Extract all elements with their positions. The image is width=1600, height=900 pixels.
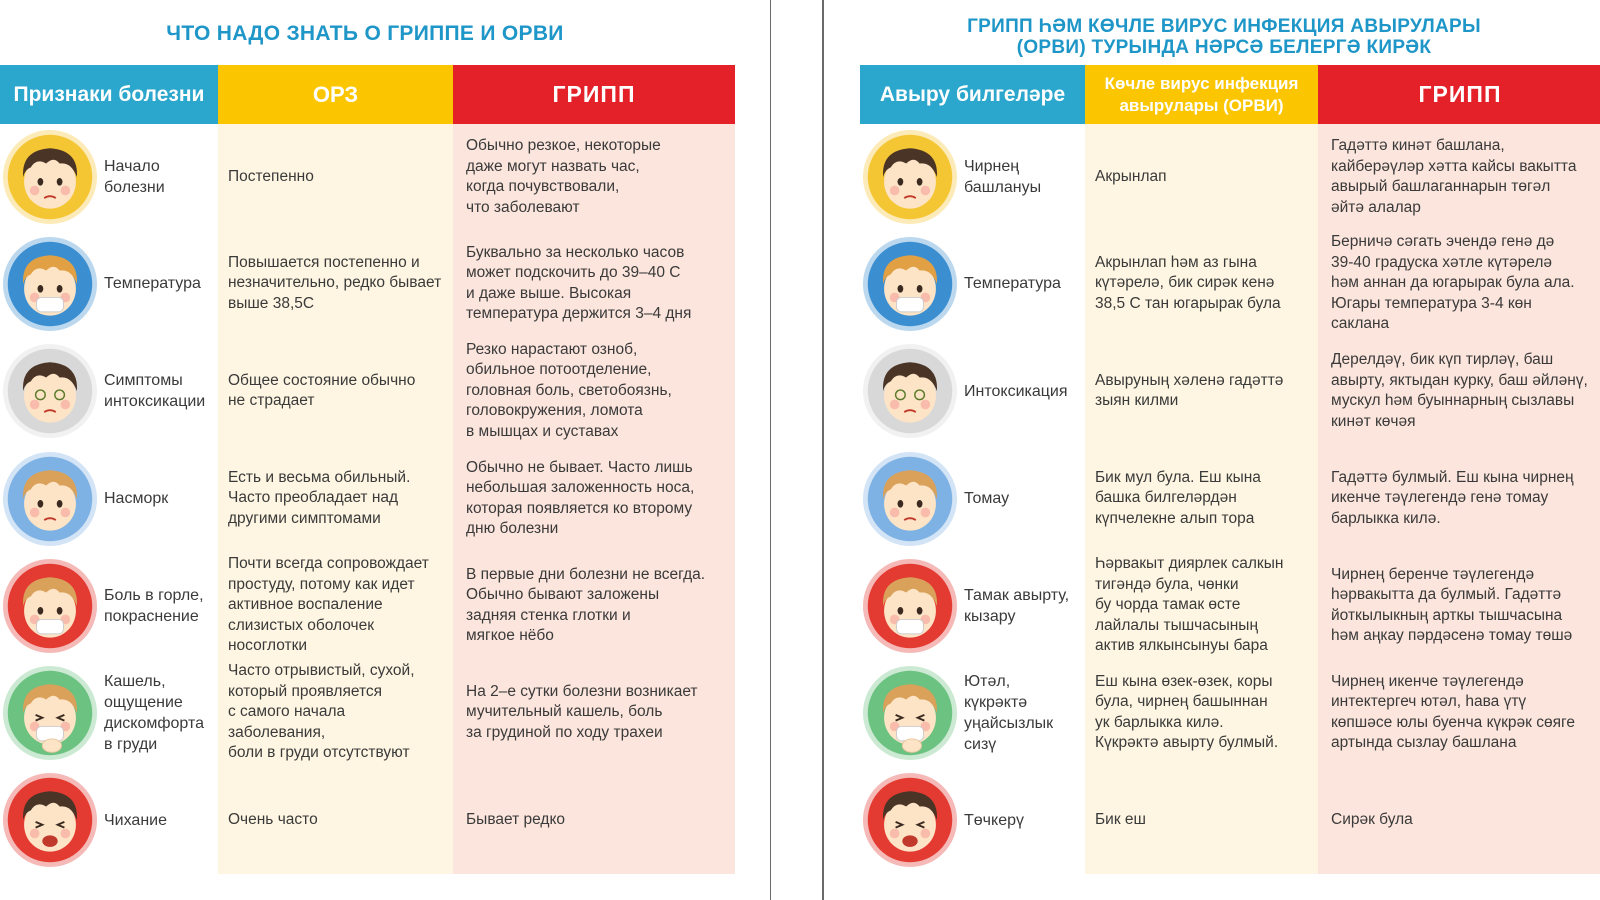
header-symptoms: Авыру билгеләре xyxy=(860,65,1085,124)
orz-cell-text xyxy=(1095,672,1310,754)
text-line: Төчкерү xyxy=(964,811,1024,829)
text-line: На 2–е сутки болезни возникает xyxy=(466,682,698,700)
table-row xyxy=(860,552,1600,659)
orz-cell-text xyxy=(1095,810,1310,831)
child-face-icon xyxy=(2,665,98,761)
symptom-label xyxy=(964,381,1068,402)
symptom-cell xyxy=(0,337,218,445)
text-line: мучительный кашель, боль xyxy=(466,703,663,721)
text-line: тигәндә була, чөнки xyxy=(1095,575,1239,593)
child-face-icon xyxy=(2,772,98,868)
text-line: мягкое нёбо xyxy=(466,627,554,644)
symptom-label xyxy=(104,370,205,412)
text-line: зыян килми xyxy=(1095,392,1179,409)
text-line: Бик мул була. Еш кына xyxy=(1095,468,1261,486)
text-line: Гадәттә булмый. Еш кына чирнең xyxy=(1331,468,1574,486)
symptom-cell xyxy=(860,337,1085,445)
flu-cell xyxy=(1318,766,1600,874)
symptom-cell xyxy=(860,230,1085,337)
orz-cell xyxy=(1085,552,1318,659)
orz-cell-text xyxy=(228,661,445,764)
orz-cell xyxy=(218,552,453,659)
child-face-icon xyxy=(862,343,958,439)
text-line: слизистых оболочек xyxy=(228,616,375,634)
text-line: уңайсызлык xyxy=(964,714,1054,732)
text-line: Насморк xyxy=(104,490,169,507)
symptom-cell xyxy=(860,124,1085,230)
flu-cell xyxy=(453,659,735,766)
text-line: другими симптомами xyxy=(228,509,381,527)
symptom-label xyxy=(104,585,204,627)
flu-cell-text xyxy=(1331,565,1594,647)
panel-title-text: ЧТО НАДО ЗНАТЬ О ГРИППЕ И ОРВИ xyxy=(166,22,564,45)
text-line: интоксикации xyxy=(104,393,206,410)
table-body xyxy=(860,124,1600,874)
symptom-label xyxy=(964,488,1009,509)
symptom xyxy=(862,665,1083,761)
flu-cell-text xyxy=(1331,232,1594,335)
symptom xyxy=(862,129,1083,225)
text-line: Обычно бывают заложены xyxy=(466,586,660,603)
flu-cell-text xyxy=(466,458,727,540)
text-line: күпчелекне алып тора xyxy=(1095,509,1255,527)
table-row xyxy=(860,337,1600,445)
text-line: интектергеч ютәл, һава үтү xyxy=(1331,693,1527,710)
orz-cell xyxy=(218,659,453,766)
text-line: болезни xyxy=(104,179,165,196)
comparison-table xyxy=(860,65,1600,874)
text-line: Тамак авырту, xyxy=(964,586,1070,604)
orz-cell-text xyxy=(228,810,445,831)
orz-cell xyxy=(218,124,453,230)
orz-cell xyxy=(218,766,453,874)
comparison-table xyxy=(0,65,735,874)
text-line: Симптомы xyxy=(104,372,183,389)
table-row xyxy=(0,337,735,445)
child-face-icon xyxy=(2,558,98,654)
text-line: авырый башлаганнарын төгәл xyxy=(1331,178,1551,195)
text-line: бу чорда тамак өсте xyxy=(1095,596,1241,614)
header-orz: ОРЗ xyxy=(218,65,453,124)
symptom-label xyxy=(964,585,1069,627)
text-line: Сирәк була xyxy=(1331,810,1413,828)
text-line: Бик еш xyxy=(1095,810,1146,828)
text-line: дню болезни xyxy=(466,520,559,537)
text-line: даже могут назвать час, xyxy=(466,157,640,175)
symptom-cell xyxy=(0,124,218,230)
orz-cell xyxy=(1085,337,1318,445)
text-line: башка билгеләрдән xyxy=(1095,489,1237,507)
orz-cell-text xyxy=(1095,554,1310,657)
text-line: Дерелдәү, бик күп тирләү, баш xyxy=(1331,351,1554,368)
child-face-icon xyxy=(862,665,958,761)
text-line: которая появляется ко второму xyxy=(466,499,693,517)
text-line: может подскочить до 39–40 С xyxy=(466,264,681,281)
symptom-label xyxy=(104,488,168,509)
symptom-label xyxy=(104,156,165,198)
symptom-label xyxy=(964,810,1024,831)
text-line: который проявляется xyxy=(228,682,383,700)
header-line: Көчле вирус инфекция xyxy=(1104,73,1299,93)
table-row xyxy=(860,445,1600,552)
symptom xyxy=(862,236,1083,332)
flu-cell xyxy=(1318,124,1600,230)
table-row xyxy=(860,659,1600,766)
symptom xyxy=(2,558,216,654)
text-line: Чирнең xyxy=(964,158,1020,175)
text-line: күкрәктә xyxy=(964,693,1028,711)
text-line: авырту, яктыдан курку, баш әйләнү, xyxy=(1331,371,1588,389)
text-line: мускул һәм буыннарның сызлавы xyxy=(1331,392,1575,409)
text-line: Температура xyxy=(104,275,201,292)
flu-cell-text xyxy=(466,565,727,647)
text-line: головная боль, светобоязнь, xyxy=(466,381,672,399)
text-line: Общее состояние обычно xyxy=(228,371,416,389)
flu-cell xyxy=(1318,445,1600,552)
panel-title xyxy=(0,22,730,46)
orz-cell-text xyxy=(228,468,445,530)
text-line: Чихание xyxy=(104,811,167,829)
text-line: Кашель, xyxy=(104,672,166,690)
symptom xyxy=(2,129,216,225)
symptom-label xyxy=(964,156,1041,198)
text-line: Авыруның хәленә гадәттә xyxy=(1095,371,1284,389)
text-line: һәм аңкау пәрдәсенә томау төшә xyxy=(1331,627,1573,644)
text-line: Еш кына өзек-өзек, коры xyxy=(1095,672,1273,690)
flu-cell-text xyxy=(1331,350,1594,432)
symptom-label xyxy=(104,671,204,755)
text-line: актив ялкынсынуы бара xyxy=(1095,637,1268,655)
symptom-label xyxy=(104,810,167,831)
orz-cell xyxy=(218,230,453,337)
flu-cell xyxy=(453,124,735,230)
text-line: ук барлыкка килә. xyxy=(1095,713,1224,731)
flu-cell-text xyxy=(466,810,727,831)
text-line: Күкрәктә авырту булмый. xyxy=(1095,734,1279,751)
text-line: за грудиной по ходу трахеи xyxy=(466,723,663,741)
text-line: боли в груди отсутствуют xyxy=(228,744,410,762)
orz-cell-text xyxy=(228,554,445,657)
text-line: температура держится 3–4 дня xyxy=(466,305,692,322)
child-face-icon xyxy=(2,343,98,439)
symptom-cell xyxy=(860,445,1085,552)
symptom-cell xyxy=(0,659,218,766)
text-line: Берничә сәгать эчендә генә дә xyxy=(1331,233,1555,251)
flu-cell-text xyxy=(1331,810,1594,831)
text-line: ощущение xyxy=(104,693,183,711)
table-row xyxy=(0,124,735,230)
text-line: Чирнең икенче тәүлегендә xyxy=(1331,672,1524,690)
panel-tatar xyxy=(822,0,1600,900)
text-line: кайберәүләр хәтта кайсы вакытта xyxy=(1331,157,1577,175)
panel-gap xyxy=(771,0,821,900)
symptom xyxy=(2,343,216,439)
child-face-icon xyxy=(2,451,98,547)
text-line: незначительно, редко бывает xyxy=(228,274,442,292)
text-line: Постепенно xyxy=(228,167,314,185)
flu-cell xyxy=(453,230,735,337)
text-line: сизү xyxy=(964,735,997,753)
text-line: Почти всегда сопровождает xyxy=(228,555,429,573)
symptom xyxy=(2,451,216,547)
text-line: кинәт көчәя xyxy=(1331,412,1416,430)
text-line: головокружения, ломота xyxy=(466,402,643,420)
text-line: в мышцах и суставах xyxy=(466,422,619,440)
table-row xyxy=(0,230,735,337)
text-line: и даже выше. Высокая xyxy=(466,284,632,302)
header-flu: ГРИПП xyxy=(1318,65,1600,124)
header-orz xyxy=(1085,65,1318,124)
orz-cell-text xyxy=(1095,468,1310,530)
table-row xyxy=(860,230,1600,337)
symptom xyxy=(862,343,1083,439)
symptom-cell xyxy=(0,552,218,659)
text-line: Часто преобладает над xyxy=(228,489,399,507)
flu-cell-text xyxy=(466,243,727,325)
text-line: Начало xyxy=(104,158,160,175)
symptom xyxy=(2,772,216,868)
child-face-icon xyxy=(862,236,958,332)
orz-cell xyxy=(1085,445,1318,552)
text-line: артында сызлау башлана xyxy=(1331,734,1517,751)
text-line: икенче тәүлегендә генә томау xyxy=(1331,489,1549,507)
text-line: задняя стенка глотки и xyxy=(466,606,631,624)
text-line: була, чирнең башыннан xyxy=(1095,693,1268,710)
text-line: Ютәл, xyxy=(964,672,1011,690)
flu-cell xyxy=(453,552,735,659)
orz-cell xyxy=(1085,230,1318,337)
flu-cell xyxy=(1318,337,1600,445)
symptom-cell xyxy=(0,445,218,552)
orz-cell-text xyxy=(228,253,445,315)
text-line: Температура xyxy=(964,275,1061,292)
text-line: не страдает xyxy=(228,392,315,409)
text-line: әйтә алалар xyxy=(1331,198,1421,216)
table-row xyxy=(860,766,1600,874)
text-line: 38,5 С тан югарырак була xyxy=(1095,294,1281,312)
child-face-icon xyxy=(2,236,98,332)
text-line: Чирнең беренче тәүлегендә xyxy=(1331,565,1535,583)
text-line: Бывает редко xyxy=(466,810,566,828)
flu-cell xyxy=(453,337,735,445)
symptom-label xyxy=(964,671,1053,755)
symptom xyxy=(862,558,1083,654)
header-flu: ГРИПП xyxy=(453,65,735,124)
text-line: башлануы xyxy=(964,179,1042,196)
text-line: саклана xyxy=(1331,315,1390,333)
text-line: 39-40 градуска хәтле күтәрелә xyxy=(1331,253,1553,271)
table-row xyxy=(0,659,735,766)
text-line: кызару xyxy=(964,607,1016,625)
symptom-cell xyxy=(860,659,1085,766)
text-line: Интоксикация xyxy=(964,382,1068,400)
symptom-label xyxy=(104,273,201,294)
child-face-icon xyxy=(862,558,958,654)
child-face-icon xyxy=(862,772,958,868)
text-line: дискомфорта xyxy=(104,714,205,732)
orz-cell-text xyxy=(228,167,445,188)
panel-title xyxy=(844,16,1600,58)
orz-cell xyxy=(218,445,453,552)
orz-cell-text xyxy=(228,371,445,412)
symptom-cell xyxy=(0,230,218,337)
text-line: В первые дни болезни не всегда. xyxy=(466,565,706,583)
text-line: Акрынлап һәм аз гына xyxy=(1095,253,1257,271)
flu-cell-text xyxy=(466,682,727,744)
symptom-label xyxy=(964,273,1061,294)
symptom xyxy=(2,665,216,761)
text-line: Боль в горле, xyxy=(104,586,204,604)
header-line: авырулары (ОРВИ) xyxy=(1119,95,1284,115)
orz-cell-text xyxy=(1095,253,1310,315)
text-line: күтәрелә, бик сирәк кенә xyxy=(1095,274,1275,292)
text-line: выше 38,5С xyxy=(228,294,315,312)
text-line: Часто отрывистый, сухой, xyxy=(228,662,415,680)
text-line: Обычно резкое, некоторые xyxy=(466,137,661,154)
text-line: һәм аннан да югарырак була ала. xyxy=(1331,274,1575,292)
text-line: Очень часто xyxy=(228,810,318,828)
flu-cell-text xyxy=(466,340,727,443)
text-line: с самого начала заболевания, xyxy=(228,703,346,741)
text-line: Повышается постепенно и xyxy=(228,253,420,271)
text-line: лайлалы тышчасының xyxy=(1095,616,1258,634)
table-header-row xyxy=(0,65,735,124)
flu-cell-text xyxy=(466,136,727,218)
flu-cell-text xyxy=(1331,672,1594,754)
text-line: Резко нарастают озноб, xyxy=(466,340,638,358)
flu-cell xyxy=(453,766,735,874)
orz-cell xyxy=(1085,766,1318,874)
flu-cell-text xyxy=(1331,468,1594,530)
orz-cell xyxy=(218,337,453,445)
text-line: Есть и весьма обильный. xyxy=(228,468,411,486)
symptom-cell xyxy=(0,766,218,874)
symptom xyxy=(862,772,1083,868)
panel-russian xyxy=(0,0,772,900)
text-line: барлыкка килә. xyxy=(1331,509,1441,527)
child-face-icon xyxy=(862,129,958,225)
text-line: көпшәсе юлы буенча күкрәк сөяге xyxy=(1331,713,1575,731)
panel-title-line: ГРИПП ҺӘМ КӨЧЛЕ ВИРУС ИНФЕКЦИЯ АВЫРУЛАРЫ xyxy=(967,16,1481,37)
table-row xyxy=(0,766,735,874)
text-line: активное воспаление xyxy=(228,596,383,614)
table-row xyxy=(0,445,735,552)
child-face-icon xyxy=(2,129,98,225)
orz-cell-text xyxy=(1095,167,1310,188)
text-line: когда почувствовали, xyxy=(466,178,620,195)
orz-cell xyxy=(1085,124,1318,230)
panel-title-line: (ОРВИ) ТУРЫНДА НӘРСӘ БЕЛЕРГӘ КИРӘК xyxy=(1016,37,1432,58)
symptom-cell xyxy=(860,766,1085,874)
flu-cell xyxy=(1318,230,1600,337)
table-row xyxy=(860,124,1600,230)
text-line: в груди xyxy=(104,735,158,753)
symptom xyxy=(862,451,1083,547)
text-line: Гадәттә кинәт башлана, xyxy=(1331,137,1505,154)
table-row xyxy=(0,552,735,659)
flu-cell xyxy=(1318,659,1600,766)
orz-cell-text xyxy=(1095,371,1310,412)
text-line: һәрвакытта да булмый. Гадәттә xyxy=(1331,586,1562,603)
text-line: Томау xyxy=(964,490,1010,507)
text-line: покраснение xyxy=(104,607,199,625)
text-line: Югары температура 3-4 көн xyxy=(1331,294,1532,312)
text-line: Акрынлап xyxy=(1095,167,1167,185)
header-symptoms: Признаки болезни xyxy=(0,65,218,124)
table-header-row xyxy=(860,65,1600,124)
orz-cell xyxy=(1085,659,1318,766)
table-body xyxy=(0,124,735,874)
text-line: обильное потоотделение, xyxy=(466,361,652,379)
child-face-icon xyxy=(862,451,958,547)
text-line: что заболевают xyxy=(466,198,580,216)
text-line: йоткылыкның арткы тышчасына xyxy=(1331,606,1563,624)
text-line: простуду, потому как идет xyxy=(228,575,415,593)
text-line: носоглотки xyxy=(228,637,308,655)
text-line: Обычно не бывает. Часто лишь xyxy=(466,458,693,476)
flu-cell xyxy=(453,445,735,552)
text-line: Буквально за несколько часов xyxy=(466,243,685,261)
symptom-cell xyxy=(860,552,1085,659)
flu-cell-text xyxy=(1331,136,1594,218)
text-line: небольшая заложенность носа, xyxy=(466,479,695,496)
flu-cell xyxy=(1318,552,1600,659)
symptom xyxy=(2,236,216,332)
text-line: Һәрвакыт диярлек салкын xyxy=(1095,555,1284,573)
